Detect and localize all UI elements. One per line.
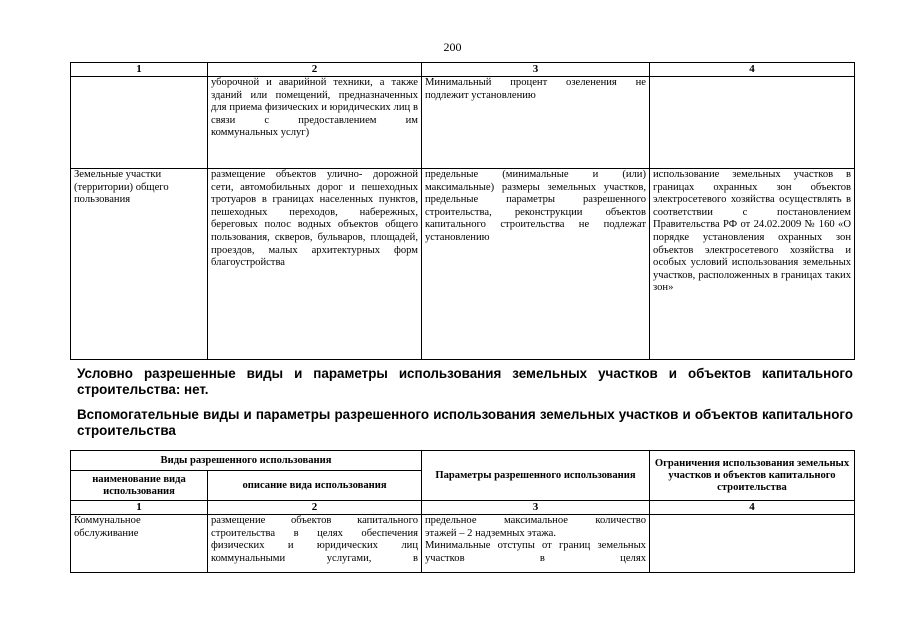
use-types-header: Виды разрешенного использования [71, 451, 422, 471]
col-number-2: 2 [208, 501, 422, 515]
col-number-2: 2 [208, 63, 422, 77]
limits-header: Ограничения использования земельных участков и объектов капитального строительства [650, 451, 855, 501]
text-line: размещение объектов улично- [211, 169, 363, 180]
text-line: уборочной и аварийной техники, а [211, 77, 385, 88]
text-line: особых условий использования [653, 257, 799, 269]
text-line: зон» [653, 282, 674, 294]
table-row [71, 169, 855, 360]
column-number-row [71, 63, 855, 77]
col-number-3: 3 [422, 501, 650, 515]
text-line: Земельные участки [74, 169, 162, 180]
text-line: строительства не подлежат [500, 219, 647, 231]
text-line: Правительства РФ от 24.02.2009 [653, 219, 802, 231]
text-line: набережных, береговых полос [211, 206, 418, 231]
parameters-paragraph [425, 515, 646, 540]
text-line: Минимальный процент озеленения не [425, 77, 646, 88]
text-line: площадей, проездов, малых [211, 231, 418, 256]
col-number-4: 4 [650, 63, 855, 77]
text-line: водных объектов общего [297, 219, 419, 231]
row1-parameters-cell [422, 77, 650, 169]
text-line: участков в границах охранных зон [653, 169, 852, 193]
column-number-row [71, 501, 855, 515]
use-description-header: описание вида использования [208, 471, 422, 501]
text-line: благоустройства [211, 257, 286, 269]
use-name-header: наименование вида использования [71, 471, 208, 501]
text-line: (территории) общего [74, 181, 169, 193]
text-line: земельных участков в целях [425, 540, 646, 564]
text-line: использование земельных [653, 169, 781, 180]
text-line: максимальные) размеры земельных [425, 181, 597, 193]
parameters-paragraph [425, 540, 646, 565]
text-line: архитектурных форм [311, 244, 418, 256]
text-line: хозяйства осуществлять в [730, 194, 851, 206]
text-line: пешеходных переходов, [211, 206, 338, 218]
table-header-row [71, 451, 855, 471]
row1-limits-cell [650, 515, 855, 573]
row2-description-cell [208, 169, 422, 360]
page-number: 200 [443, 40, 462, 54]
text-line: также зданий или помещений, [211, 77, 419, 101]
col-number-1: 1 [71, 63, 208, 77]
row1-name-cell [71, 515, 208, 573]
row2-parameters-cell [422, 169, 650, 360]
text-line: размещение объектов капитального [211, 515, 418, 526]
auxiliary-uses-heading: Вспомогательные виды и параметры разрешенного использования земельных участков и объектов капитального строительства [77, 407, 853, 438]
text-line: физических и юридических лиц [211, 540, 418, 552]
text-line: предельное максимальное количество [425, 515, 646, 526]
text-line: пользования, скверов, бульваров, [211, 231, 366, 243]
row2-limits-cell [650, 169, 855, 360]
text-line: пользования [74, 194, 131, 206]
land-use-table-continued [70, 62, 855, 360]
parameters-header: Параметры разрешенного использования [422, 451, 650, 501]
text-line: установлению [425, 231, 490, 243]
col-number-4: 4 [650, 501, 855, 515]
text-line: реконструкции объектов капитального [425, 206, 646, 231]
text-line: дорог и пешеходных тротуаров в [211, 181, 418, 206]
col-number-1: 1 [71, 501, 208, 515]
text-line: № 160 «О порядке установления [653, 219, 851, 243]
text-line: соответствии с постановлением [653, 206, 851, 218]
text-line: разрешенного строительства, [425, 194, 646, 218]
table-row [71, 77, 855, 169]
row2-name-cell [71, 169, 208, 360]
text-line: предназначенных для приема [211, 89, 419, 114]
text-line: обслуживание [74, 527, 139, 539]
text-line: строительства в целях обеспечения [211, 527, 418, 539]
row1-name-cell [71, 77, 208, 169]
text-line: электросетевого хозяйства и [704, 244, 851, 256]
text-line: охранных зон объектов [653, 231, 852, 256]
text-line: границах населенных пунктов, [272, 194, 418, 206]
text-line: коммунальных услуг) [211, 127, 310, 139]
row1-description-cell [208, 77, 422, 169]
auxiliary-uses-table [70, 450, 855, 573]
text-line: расположенных в границах таких [698, 269, 851, 281]
text-line: коммунальными услугами, в [211, 552, 418, 564]
text-line: Коммунальное [74, 515, 141, 526]
row1-limits-cell [650, 77, 855, 169]
col-number-3: 3 [422, 63, 650, 77]
table-row [71, 515, 855, 573]
text-line: этажей – 2 надземных этажа. [425, 527, 556, 539]
text-line: участков, предельные параметры [425, 181, 646, 206]
text-line: подлежит установлению [425, 89, 536, 101]
row1-description-cell [208, 515, 422, 573]
text-line: предельные (минимальные и (или) [425, 169, 646, 180]
text-line: объектов электросетевого [653, 181, 851, 206]
text-line: дорожной сети, автомобильных [211, 169, 418, 193]
conditional-uses-heading: Условно разрешенные виды и параметры использования земельных участков и объектов капитального строительства: нет. [77, 366, 853, 397]
text-line: земельных участков, [653, 257, 851, 281]
text-line: физических и юридических лиц в [264, 102, 418, 114]
text-line: Минимальные отступы от границ [425, 540, 591, 552]
text-line: связи с предоставлением им [211, 114, 418, 126]
row1-parameters-cell [422, 515, 650, 573]
